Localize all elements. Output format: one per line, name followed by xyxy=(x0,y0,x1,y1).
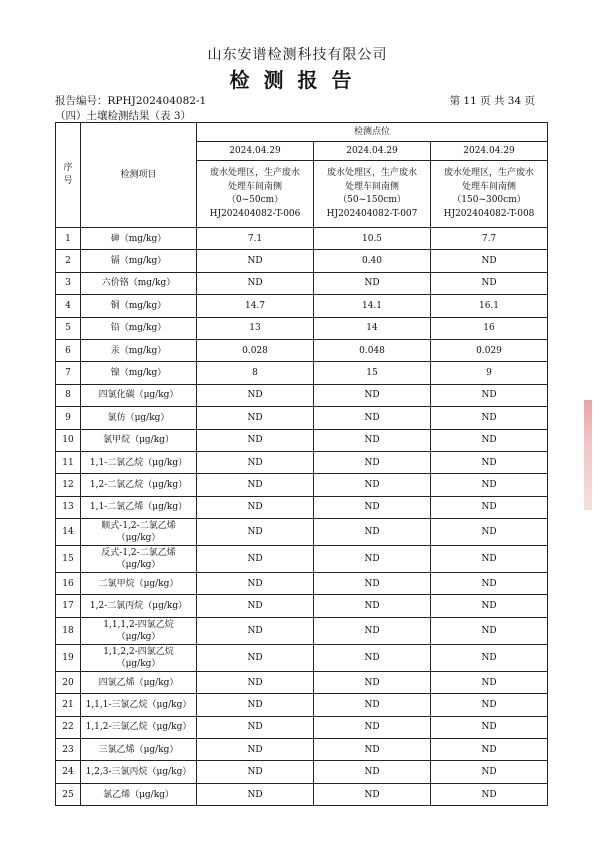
result-value: 0.048 xyxy=(314,339,431,361)
test-item xyxy=(81,384,197,406)
test-item-name: 氯仿（μg/kg） xyxy=(107,412,170,423)
row-number: 6 xyxy=(56,339,81,361)
table-row xyxy=(56,339,548,361)
table-row xyxy=(56,519,548,546)
test-item xyxy=(81,519,197,546)
table-row xyxy=(56,716,548,738)
sample-location: 废水处理区，生产废水 xyxy=(444,168,535,178)
result-value: ND xyxy=(431,496,548,518)
test-item xyxy=(81,451,197,473)
result-value: 8 xyxy=(197,362,314,384)
result-value: ND xyxy=(197,617,314,644)
result-value: ND xyxy=(314,595,431,617)
result-value: ND xyxy=(431,272,548,294)
test-item-name: 氯乙烯（μg/kg） xyxy=(103,789,174,800)
result-value: ND xyxy=(431,595,548,617)
result-value: 7.7 xyxy=(431,228,548,250)
table-row xyxy=(56,250,548,272)
result-value: ND xyxy=(431,384,548,406)
row-number: 5 xyxy=(56,317,81,339)
test-item-unit: （μg/kg） xyxy=(116,533,161,544)
test-item xyxy=(81,694,197,716)
table-row xyxy=(56,617,548,644)
sample-code: HJ202404082-T-008 xyxy=(443,208,535,219)
sample-location: 处理车间南侧 xyxy=(462,181,517,192)
result-value: ND xyxy=(431,429,548,451)
table-row xyxy=(56,595,548,617)
row-number: 7 xyxy=(56,362,81,384)
table-row xyxy=(56,671,548,693)
test-item xyxy=(81,250,197,272)
test-item xyxy=(81,644,197,671)
result-value: ND xyxy=(197,761,314,783)
result-value: ND xyxy=(314,451,431,473)
row-number: 13 xyxy=(56,496,81,518)
result-value: ND xyxy=(431,617,548,644)
table-row xyxy=(56,407,548,429)
test-item xyxy=(81,739,197,761)
test-item xyxy=(81,716,197,738)
result-value: 13 xyxy=(197,317,314,339)
row-number: 4 xyxy=(56,295,81,317)
sample-location: 处理车间南侧 xyxy=(344,181,399,192)
test-item-name: 镍（mg/kg） xyxy=(110,368,167,379)
test-item xyxy=(81,362,197,384)
test-item-name: 汞（mg/kg） xyxy=(110,345,167,356)
result-value: ND xyxy=(314,272,431,294)
table-row xyxy=(56,384,548,406)
test-item-unit: （μg/kg） xyxy=(116,631,161,642)
result-value: 15 xyxy=(314,362,431,384)
sample-desc xyxy=(314,161,431,228)
test-item-unit: （μg/kg） xyxy=(116,560,161,571)
table-row xyxy=(56,429,548,451)
sample-depth: （0~50cm） xyxy=(226,195,284,205)
test-item xyxy=(81,317,197,339)
test-item xyxy=(81,595,197,617)
test-item xyxy=(81,783,197,805)
row-number: 15 xyxy=(56,546,81,573)
test-item-name: 顺式-1,2-二氯乙烯 xyxy=(101,521,176,532)
result-value: ND xyxy=(197,716,314,738)
test-item xyxy=(81,617,197,644)
result-value: 16 xyxy=(431,317,548,339)
row-number: 2 xyxy=(56,250,81,272)
result-value: ND xyxy=(197,272,314,294)
result-value: ND xyxy=(431,407,548,429)
row-number: 20 xyxy=(56,671,81,693)
col-header-item: 检测项目 xyxy=(81,123,197,228)
result-value: ND xyxy=(314,716,431,738)
test-item-name: 1,1-二氯乙烯（μg/kg） xyxy=(89,502,188,513)
row-number: 1 xyxy=(56,228,81,250)
test-item-name: 1,1,1,2-四氯乙烷 xyxy=(103,619,174,630)
result-value: ND xyxy=(431,694,548,716)
test-item xyxy=(81,228,197,250)
result-value: 10.5 xyxy=(314,228,431,250)
test-item xyxy=(81,295,197,317)
test-item xyxy=(81,429,197,451)
result-value: ND xyxy=(431,739,548,761)
row-number: 8 xyxy=(56,384,81,406)
table-row xyxy=(56,694,548,716)
report-title: 检测报告 xyxy=(229,68,366,92)
row-number: 3 xyxy=(56,272,81,294)
table-row xyxy=(56,783,548,805)
result-value: ND xyxy=(197,496,314,518)
table-row xyxy=(56,644,548,671)
result-value: 0.40 xyxy=(314,250,431,272)
result-value: ND xyxy=(314,496,431,518)
sample-location: 废水处理区，生产废水 xyxy=(209,168,300,178)
result-value: ND xyxy=(431,716,548,738)
result-value: ND xyxy=(197,644,314,671)
result-value: ND xyxy=(197,671,314,693)
test-item xyxy=(81,496,197,518)
result-value: ND xyxy=(314,407,431,429)
table-row xyxy=(56,761,548,783)
row-number: 14 xyxy=(56,519,81,546)
result-value: ND xyxy=(197,407,314,429)
result-value: ND xyxy=(197,429,314,451)
sample-date: 2024.04.29 xyxy=(197,142,314,161)
test-item-name: 铅（mg/kg） xyxy=(110,323,167,334)
test-item xyxy=(81,573,197,595)
test-item-name: 六价铬（mg/kg） xyxy=(101,278,176,289)
test-item xyxy=(81,339,197,361)
row-number: 23 xyxy=(56,739,81,761)
row-number: 12 xyxy=(56,474,81,496)
result-value: ND xyxy=(314,429,431,451)
seal-stamp-edge xyxy=(584,400,592,510)
result-value: 0.028 xyxy=(197,339,314,361)
soil-results-table xyxy=(55,122,548,806)
result-value: ND xyxy=(431,546,548,573)
sample-date: 2024.04.29 xyxy=(314,142,431,161)
result-value: ND xyxy=(314,671,431,693)
result-value: ND xyxy=(197,250,314,272)
test-item-name: 1,2-二氯乙烷（μg/kg） xyxy=(89,479,188,490)
sample-desc xyxy=(431,161,548,228)
table-row xyxy=(56,272,548,294)
report-number: 报告编号：RPHJ202404082-1 xyxy=(55,95,207,107)
table-row xyxy=(56,573,548,595)
col-header-points: 检测点位 xyxy=(197,123,548,142)
row-number: 21 xyxy=(56,694,81,716)
test-item-name: 1,1-二氯乙烷（μg/kg） xyxy=(89,457,188,468)
test-item-name: 氯甲烷（μg/kg） xyxy=(103,435,174,446)
sample-location: 废水处理区，生产废水 xyxy=(326,168,417,178)
test-item xyxy=(81,272,197,294)
test-item-name: 三氯乙烯（μg/kg） xyxy=(98,744,179,755)
table-row xyxy=(56,451,548,473)
result-value: ND xyxy=(431,671,548,693)
table-row xyxy=(56,739,548,761)
result-value: ND xyxy=(431,761,548,783)
test-item xyxy=(81,761,197,783)
table-row xyxy=(56,228,548,250)
sample-desc xyxy=(197,161,314,228)
table-row xyxy=(56,496,548,518)
result-rows xyxy=(56,228,548,806)
result-value: ND xyxy=(314,546,431,573)
test-item-name: 反式-1,2-二氯乙烯 xyxy=(101,548,176,559)
result-value: 14.7 xyxy=(197,295,314,317)
result-value: ND xyxy=(431,644,548,671)
test-item-name: 砷（mg/kg） xyxy=(110,233,167,244)
test-item-name: 1,1,1-三氯乙烷（μg/kg） xyxy=(85,699,192,710)
row-number: 17 xyxy=(56,595,81,617)
result-value: ND xyxy=(314,761,431,783)
test-item-name: 1,2-二氯丙烷（μg/kg） xyxy=(89,601,188,612)
row-number: 22 xyxy=(56,716,81,738)
result-value: 14.1 xyxy=(314,295,431,317)
table-row xyxy=(56,362,548,384)
result-value: ND xyxy=(431,474,548,496)
row-number: 18 xyxy=(56,617,81,644)
sample-depth: （50~150cm） xyxy=(338,195,406,205)
test-item xyxy=(81,546,197,573)
test-item-name: 镉（mg/kg） xyxy=(110,256,167,267)
result-value: ND xyxy=(197,694,314,716)
row-number: 10 xyxy=(56,429,81,451)
result-value: ND xyxy=(197,384,314,406)
result-value: ND xyxy=(197,573,314,595)
company-name: 山东安谱检测科技有限公司 xyxy=(207,47,388,63)
test-item-unit: （μg/kg） xyxy=(116,658,161,669)
test-item-name: 二氯甲烷（μg/kg） xyxy=(98,578,179,589)
result-value: ND xyxy=(314,474,431,496)
test-item-name: 1,1,2,2-四氯乙烷 xyxy=(103,646,174,657)
result-value: ND xyxy=(197,546,314,573)
sample-code: HJ202404082-T-006 xyxy=(209,208,301,219)
table-row xyxy=(56,474,548,496)
result-value: ND xyxy=(431,519,548,546)
result-value: 14 xyxy=(314,317,431,339)
test-item-name: 铜（mg/kg） xyxy=(110,300,167,311)
table-row xyxy=(56,295,548,317)
sample-location: 处理车间南侧 xyxy=(227,181,282,192)
test-item xyxy=(81,671,197,693)
test-item-name: 四氯乙烯（μg/kg） xyxy=(98,677,179,688)
result-value: 0.029 xyxy=(431,339,548,361)
page-indicator: 第 11 页 共 34 页 xyxy=(449,95,535,107)
result-value: ND xyxy=(197,451,314,473)
result-value: ND xyxy=(314,694,431,716)
table-row xyxy=(56,317,548,339)
col-header-no: 序号 xyxy=(56,123,81,228)
result-value: ND xyxy=(197,595,314,617)
result-value: ND xyxy=(197,519,314,546)
result-value: ND xyxy=(431,573,548,595)
section-title: （四）土壤检测结果（表 3） xyxy=(55,110,192,122)
result-value: ND xyxy=(431,451,548,473)
test-item-name: 1,2,3-三氯丙烷（μg/kg） xyxy=(85,767,192,778)
result-value: ND xyxy=(314,644,431,671)
result-value: ND xyxy=(314,573,431,595)
result-value: 9 xyxy=(431,362,548,384)
test-item-name: 1,1,2-三氯乙烷（μg/kg） xyxy=(85,722,192,733)
row-number: 9 xyxy=(56,407,81,429)
result-value: ND xyxy=(197,474,314,496)
result-value: ND xyxy=(197,783,314,805)
sample-code: HJ202404082-T-007 xyxy=(326,208,418,219)
sample-depth: （150~300cm） xyxy=(452,195,526,205)
result-value: ND xyxy=(314,739,431,761)
row-number: 24 xyxy=(56,761,81,783)
result-value: ND xyxy=(431,250,548,272)
result-value: ND xyxy=(314,617,431,644)
result-value: ND xyxy=(314,519,431,546)
test-item-name: 四氯化碳（μg/kg） xyxy=(98,390,179,401)
sample-date: 2024.04.29 xyxy=(431,142,548,161)
result-value: ND xyxy=(314,783,431,805)
row-number: 25 xyxy=(56,783,81,805)
result-value: ND xyxy=(431,783,548,805)
table-row xyxy=(56,546,548,573)
result-value: ND xyxy=(197,739,314,761)
row-number: 16 xyxy=(56,573,81,595)
result-value: ND xyxy=(314,384,431,406)
row-number: 11 xyxy=(56,451,81,473)
result-value: 16.1 xyxy=(431,295,548,317)
row-number: 19 xyxy=(56,644,81,671)
result-value: 7.1 xyxy=(197,228,314,250)
test-item xyxy=(81,474,197,496)
test-item xyxy=(81,407,197,429)
